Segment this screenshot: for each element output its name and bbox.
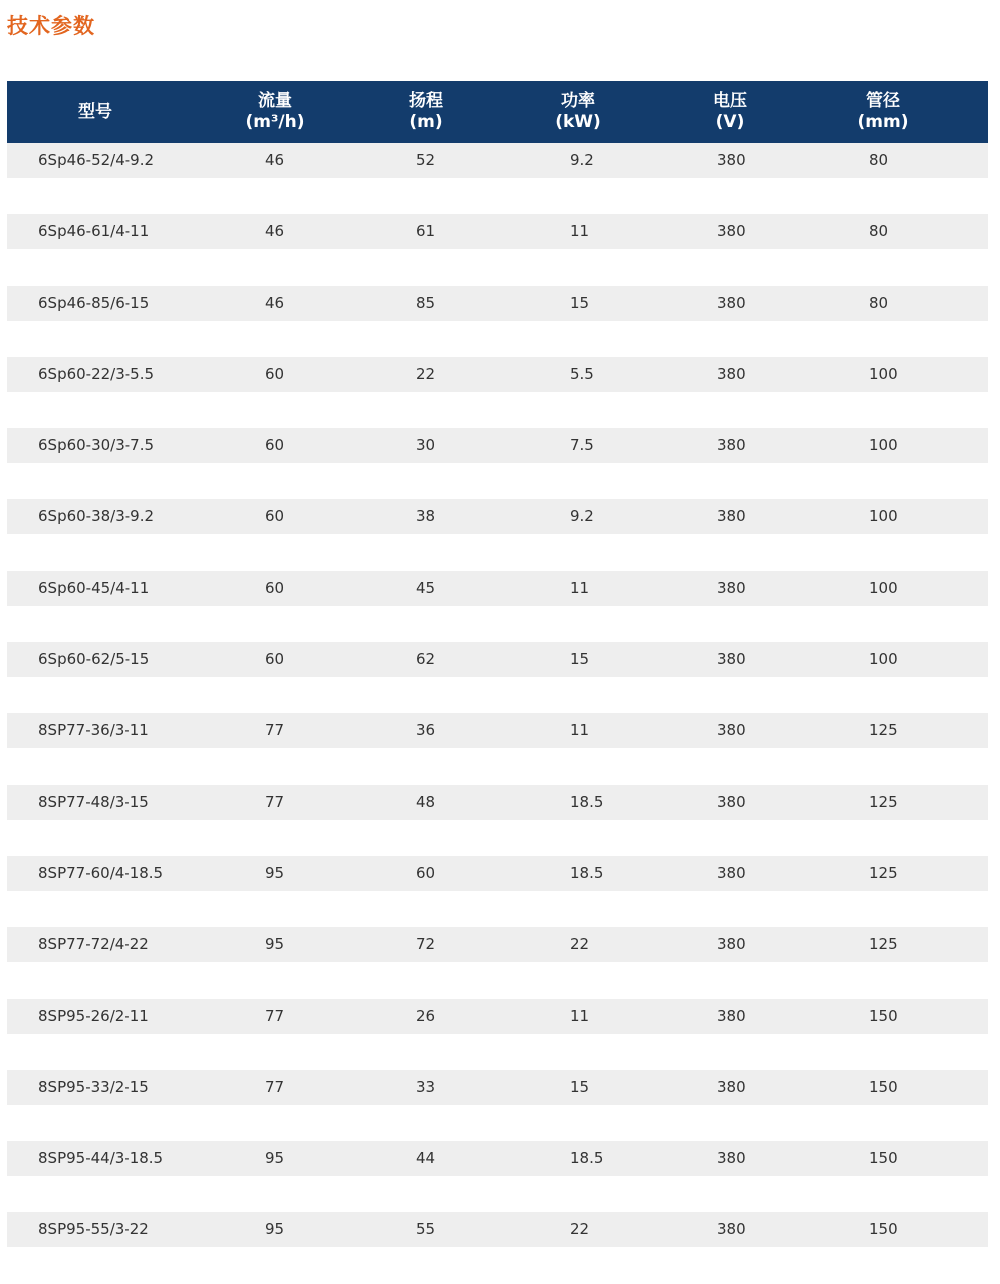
cell-flow: 77 — [265, 792, 285, 811]
cell-head: 36 — [416, 721, 436, 740]
header-flow-unit: (m³/h) — [245, 112, 305, 132]
cell-model: 6Sp60-22/3-5.5 — [38, 364, 155, 383]
cell-head: 55 — [416, 1220, 436, 1239]
cell-model: 6Sp60-62/5-15 — [38, 650, 150, 669]
cell-head: 30 — [416, 436, 436, 455]
row-band — [7, 143, 988, 178]
cell-model: 6Sp60-30/3-7.5 — [38, 436, 155, 455]
cell-pipe-diameter: 150 — [869, 1220, 898, 1239]
cell-head: 60 — [416, 863, 436, 882]
spec-table — [7, 81, 988, 1284]
table-row — [7, 499, 988, 570]
table-row — [7, 713, 988, 784]
cell-flow: 60 — [265, 364, 285, 383]
cell-model: 8SP95-44/3-18.5 — [38, 1149, 164, 1168]
cell-flow: 95 — [265, 935, 285, 954]
cell-model: 6Sp46-61/4-11 — [38, 222, 150, 241]
cell-power: 22 — [570, 935, 590, 954]
row-band — [7, 286, 988, 321]
cell-model: 8SP95-33/2-15 — [38, 1077, 149, 1096]
cell-power: 5.5 — [570, 364, 594, 383]
row-band — [7, 785, 988, 820]
row-band — [7, 1070, 988, 1105]
table-row — [7, 214, 988, 285]
header-flow — [230, 81, 320, 143]
cell-voltage: 380 — [717, 1149, 746, 1168]
cell-flow: 77 — [265, 1077, 285, 1096]
cell-flow: 46 — [265, 151, 285, 169]
row-band — [7, 927, 988, 962]
table-row — [7, 286, 988, 357]
cell-flow: 77 — [265, 721, 285, 740]
cell-head: 52 — [416, 151, 436, 169]
cell-flow: 60 — [265, 507, 285, 526]
cell-voltage: 380 — [717, 650, 746, 669]
cell-flow: 60 — [265, 650, 285, 669]
cell-pipe-diameter: 125 — [869, 721, 898, 740]
cell-pipe-diameter: 150 — [869, 1006, 898, 1025]
cell-head: 26 — [416, 1006, 436, 1025]
cell-power: 7.5 — [570, 436, 594, 455]
table-row — [7, 999, 988, 1070]
cell-head: 62 — [416, 650, 436, 669]
cell-model: 6Sp60-45/4-11 — [38, 578, 150, 597]
cell-pipe-diameter: 100 — [869, 436, 898, 455]
cell-flow: 46 — [265, 293, 285, 312]
cell-voltage: 380 — [717, 1077, 746, 1096]
cell-flow: 95 — [265, 1220, 285, 1239]
table-row — [7, 927, 988, 998]
cell-pipe-diameter: 125 — [869, 863, 898, 882]
row-band — [7, 428, 988, 463]
cell-power: 9.2 — [570, 507, 594, 526]
cell-pipe-diameter: 100 — [869, 507, 898, 526]
cell-pipe-diameter: 125 — [869, 935, 898, 954]
row-band — [7, 713, 988, 748]
cell-power: 11 — [570, 222, 590, 241]
table-row — [7, 571, 988, 642]
table-row — [7, 143, 988, 214]
cell-model: 8SP77-72/4-22 — [38, 935, 149, 954]
cell-model: 8SP95-55/3-22 — [38, 1220, 149, 1239]
cell-voltage: 380 — [717, 721, 746, 740]
header-pipe-diameter-label: 管径 — [866, 91, 900, 111]
cell-model: 8SP77-48/3-15 — [38, 792, 149, 811]
cell-voltage: 380 — [717, 507, 746, 526]
table-row — [7, 856, 988, 927]
cell-pipe-diameter: 80 — [869, 222, 889, 241]
cell-power: 9.2 — [570, 151, 594, 169]
table-body — [7, 143, 988, 1284]
cell-model: 6Sp46-85/6-15 — [38, 293, 150, 312]
header-model-label: 型号 — [78, 101, 112, 122]
cell-voltage: 380 — [717, 1220, 746, 1239]
cell-power: 11 — [570, 721, 590, 740]
cell-power: 11 — [570, 578, 590, 597]
cell-head: 72 — [416, 935, 436, 954]
cell-voltage: 380 — [717, 293, 746, 312]
table-row — [7, 428, 988, 499]
cell-voltage: 380 — [717, 151, 746, 169]
cell-model: 6Sp46-52/4-9.2 — [38, 151, 155, 169]
header-voltage-unit: (V) — [715, 112, 745, 132]
cell-voltage: 380 — [717, 222, 746, 241]
cell-head: 48 — [416, 792, 436, 811]
page-title: 技术参数 — [7, 14, 95, 38]
header-voltage — [685, 81, 775, 143]
header-head-label: 扬程 — [409, 91, 443, 111]
row-band — [7, 999, 988, 1034]
cell-model: 8SP77-60/4-18.5 — [38, 863, 164, 882]
cell-model: 8SP95-26/2-11 — [38, 1006, 149, 1025]
cell-pipe-diameter: 150 — [869, 1149, 898, 1168]
cell-power: 18.5 — [570, 1149, 604, 1168]
cell-power: 11 — [570, 1006, 590, 1025]
cell-flow: 95 — [265, 863, 285, 882]
header-flow-label: 流量 — [258, 91, 292, 111]
table-row — [7, 1070, 988, 1141]
table-row — [7, 785, 988, 856]
cell-pipe-diameter: 100 — [869, 578, 898, 597]
table-row — [7, 1141, 988, 1212]
cell-flow: 77 — [265, 1006, 285, 1025]
table-row — [7, 642, 988, 713]
cell-power: 15 — [570, 1077, 590, 1096]
header-pipe-diameter — [833, 81, 933, 143]
table-header — [7, 81, 988, 143]
row-band — [7, 214, 988, 249]
cell-voltage: 380 — [717, 1006, 746, 1025]
row-band — [7, 357, 988, 392]
cell-flow: 60 — [265, 578, 285, 597]
header-power — [533, 81, 623, 143]
cell-power: 15 — [570, 650, 590, 669]
cell-power: 22 — [570, 1220, 590, 1239]
table-row — [7, 357, 988, 428]
cell-voltage: 380 — [717, 436, 746, 455]
cell-pipe-diameter: 80 — [869, 293, 889, 312]
header-power-label: 功率 — [561, 91, 595, 111]
cell-pipe-diameter: 100 — [869, 650, 898, 669]
cell-flow: 60 — [265, 436, 285, 455]
cell-head: 44 — [416, 1149, 436, 1168]
cell-head: 33 — [416, 1077, 436, 1096]
cell-pipe-diameter: 80 — [869, 151, 889, 169]
cell-pipe-diameter: 100 — [869, 364, 898, 383]
cell-voltage: 380 — [717, 792, 746, 811]
cell-voltage: 380 — [717, 863, 746, 882]
row-band — [7, 642, 988, 677]
header-head — [381, 81, 471, 143]
cell-voltage: 380 — [717, 578, 746, 597]
cell-pipe-diameter: 150 — [869, 1077, 898, 1096]
cell-voltage: 380 — [717, 935, 746, 954]
cell-head: 38 — [416, 507, 436, 526]
header-model — [55, 81, 135, 143]
row-band — [7, 571, 988, 606]
cell-voltage: 380 — [717, 364, 746, 383]
cell-model: 8SP77-36/3-11 — [38, 721, 149, 740]
table-row — [7, 1212, 988, 1283]
header-head-unit: (m) — [409, 112, 443, 132]
cell-head: 61 — [416, 222, 436, 241]
row-band — [7, 499, 988, 534]
cell-head: 85 — [416, 293, 436, 312]
cell-head: 45 — [416, 578, 436, 597]
row-band — [7, 1212, 988, 1247]
cell-power: 18.5 — [570, 863, 604, 882]
cell-pipe-diameter: 125 — [869, 792, 898, 811]
cell-power: 15 — [570, 293, 590, 312]
header-voltage-label: 电压 — [713, 91, 747, 111]
cell-flow: 95 — [265, 1149, 285, 1168]
cell-power: 18.5 — [570, 792, 604, 811]
header-power-unit: (kW) — [555, 112, 601, 132]
cell-flow: 46 — [265, 222, 285, 241]
cell-model: 6Sp60-38/3-9.2 — [38, 507, 155, 526]
cell-head: 22 — [416, 364, 436, 383]
header-pipe-diameter-unit: (mm) — [857, 112, 909, 132]
